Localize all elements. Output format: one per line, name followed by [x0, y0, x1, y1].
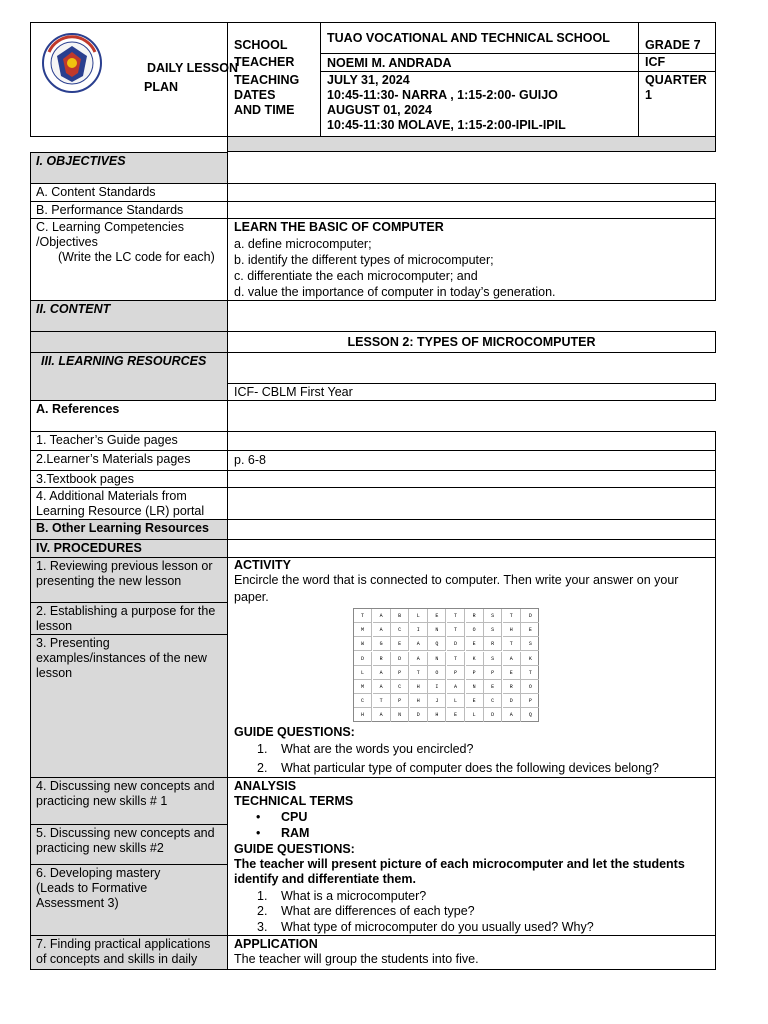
procedure-4-line-1: 4. Discussing new concepts and	[36, 779, 215, 793]
puzzle-letter: R	[373, 652, 391, 666]
puzzle-letter: S	[484, 609, 502, 623]
guide-questions-title: GUIDE QUESTIONS:	[234, 725, 355, 739]
teacher-present-1: The teacher will present picture of each microcomputer and let the students	[234, 857, 685, 871]
additional-materials-value	[227, 487, 716, 520]
teacher-label: TEACHER	[234, 55, 295, 69]
puzzle-letter: W	[354, 637, 372, 651]
puzzle-letter: T	[447, 652, 465, 666]
lc-a: a. define microcomputer;	[234, 237, 372, 251]
puzzle-letter: L	[354, 666, 372, 680]
puzzle-letter: O	[466, 623, 484, 637]
puzzle-letter: N	[466, 680, 484, 694]
header-divider	[320, 22, 321, 137]
puzzle-letter: T	[503, 609, 521, 623]
procedure-1-label	[30, 557, 228, 603]
puzzle-letter: A	[410, 652, 428, 666]
header-divider	[320, 53, 716, 54]
dates-line-1: JULY 31, 2024	[327, 73, 410, 87]
word-search-puzzle	[353, 608, 539, 722]
puzzle-letter: T	[373, 694, 391, 708]
deped-seal-logo	[39, 32, 105, 94]
competencies-line-2: /Objectives	[36, 235, 98, 249]
references-label: A. References	[30, 400, 228, 432]
puzzle-letter: D	[503, 694, 521, 708]
puzzle-letter: D	[484, 708, 502, 722]
objectives-heading: I. OBJECTIVES	[30, 152, 228, 184]
header-divider	[638, 22, 639, 137]
procedure-6-line-3: Assessment 3)	[36, 896, 119, 910]
school-value: TUAO VOCATIONAL AND TECHNICAL SCHOOL	[327, 31, 610, 45]
performance-standards-label: B. Performance Standards	[30, 201, 228, 219]
puzzle-letter: A	[410, 637, 428, 651]
puzzle-letter: C	[354, 694, 372, 708]
puzzle-letter: L	[466, 708, 484, 722]
puzzle-letter: P	[521, 694, 539, 708]
application-title: APPLICATION	[234, 937, 318, 951]
puzzle-letter: N	[428, 623, 446, 637]
puzzle-letter: H	[410, 680, 428, 694]
guide-question-1: What are the words you encircled?	[281, 742, 474, 756]
puzzle-letter: A	[503, 652, 521, 666]
grade-value: GRADE 7	[645, 38, 701, 52]
dates-label-2: DATES	[234, 88, 276, 102]
puzzle-letter: G	[373, 637, 391, 651]
additional-materials-label	[30, 487, 228, 520]
procedure-5-label	[30, 824, 228, 865]
quarter-value	[645, 73, 707, 103]
other-resources-value	[227, 519, 716, 540]
procedures-heading: IV. PROCEDURES	[30, 539, 228, 558]
subject-value: ICF	[645, 55, 666, 69]
analysis-question-3-number: 3.	[257, 920, 268, 934]
additional-line-1: 4. Additional Materials from	[36, 489, 187, 503]
puzzle-letter: P	[391, 666, 409, 680]
procedure-6-line-1: 6. Developing mastery	[36, 866, 161, 880]
puzzle-letter: O	[428, 666, 446, 680]
dates-line-4: 10:45-11:30 MOLAVE, 1:15-2:00-IPIL-IPIL	[327, 118, 566, 132]
term-2-bullet: •	[256, 826, 261, 840]
resources-heading: III. LEARNING RESOURCES	[30, 352, 228, 401]
procedure-5-line-2: practicing new skills #2	[36, 841, 164, 855]
puzzle-letter: R	[484, 637, 502, 651]
competencies-value	[227, 218, 716, 301]
puzzle-letter: C	[391, 680, 409, 694]
puzzle-letter: S	[521, 637, 539, 651]
doc-title-line1: DAILY LESSON	[147, 61, 238, 75]
school-label: SCHOOL	[234, 38, 288, 52]
puzzle-letter: J	[428, 694, 446, 708]
puzzle-letter: E	[503, 666, 521, 680]
puzzle-letter: P	[447, 666, 465, 680]
puzzle-letter: T	[521, 666, 539, 680]
puzzle-letter: T	[354, 609, 372, 623]
puzzle-letter: D	[354, 652, 372, 666]
puzzle-letter: T	[503, 637, 521, 651]
procedure-2-line-1: 2. Establishing a purpose for the	[36, 604, 216, 618]
puzzle-letter: H	[410, 694, 428, 708]
puzzle-letter: T	[447, 623, 465, 637]
guide-question-2: What particular type of computer does the following devices belong?	[281, 761, 659, 775]
header-gray-bar	[227, 136, 716, 152]
content-gray-cell	[30, 331, 228, 353]
puzzle-letter: Q	[428, 637, 446, 651]
procedure-5-line-1: 5. Discussing new concepts and	[36, 826, 215, 840]
puzzle-letter: S	[484, 652, 502, 666]
procedure-4-label	[30, 777, 228, 825]
puzzle-letter: E	[447, 708, 465, 722]
competencies-line-3: (Write the LC code for each)	[58, 250, 215, 264]
puzzle-letter: B	[391, 609, 409, 623]
puzzle-letter: I	[410, 623, 428, 637]
procedure-6-line-2: (Leads to Formative	[36, 881, 148, 895]
puzzle-letter: T	[410, 666, 428, 680]
analysis-question-2-number: 2.	[257, 904, 268, 918]
activity-text-2: paper.	[234, 590, 269, 604]
dates-label-3: AND TIME	[234, 103, 295, 117]
tg-pages-label: 1. Teacher’s Guide pages	[30, 431, 228, 451]
puzzle-letter: S	[484, 623, 502, 637]
puzzle-letter: A	[373, 609, 391, 623]
puzzle-letter: C	[484, 694, 502, 708]
content-standards-label: A. Content Standards	[30, 183, 228, 202]
lc-title: LEARN THE BASIC OF COMPUTER	[234, 220, 444, 234]
procedure-3-line-1: 3. Presenting	[36, 636, 110, 650]
term-1: CPU	[281, 810, 308, 824]
puzzle-letter: O	[521, 680, 539, 694]
puzzle-letter: D	[391, 652, 409, 666]
analysis-question-2: What are differences of each type?	[281, 904, 475, 918]
lm-pages-label: 2.Learner’s Materials pages	[30, 450, 228, 471]
analysis-question-1: What is a microcomputer?	[281, 889, 427, 903]
quarter-line-1: QUARTER	[645, 73, 707, 87]
puzzle-letter: A	[373, 623, 391, 637]
puzzle-letter: A	[373, 680, 391, 694]
lc-d: d. value the importance of computer in today’s generation.	[234, 285, 556, 299]
procedure-7-line-1: 7. Finding practical applications	[36, 937, 211, 951]
resources-value: ICF- CBLM First Year	[227, 383, 716, 401]
puzzle-letter: D	[447, 637, 465, 651]
other-resources-label: B. Other Learning Resources	[30, 519, 228, 540]
puzzle-letter: P	[484, 666, 502, 680]
procedure-3-label	[30, 634, 228, 778]
header-divider	[227, 22, 228, 137]
puzzle-letter: M	[354, 680, 372, 694]
puzzle-letter: N	[428, 652, 446, 666]
textbook-pages-label: 3.Textbook pages	[30, 470, 228, 488]
puzzle-letter: R	[466, 609, 484, 623]
procedure-4-line-2: practicing new skills # 1	[36, 794, 168, 808]
dates-line-3: AUGUST 01, 2024	[327, 103, 432, 117]
puzzle-letter: C	[391, 623, 409, 637]
dates-line-2: 10:45-11:30- NARRA , 1:15-2:00- GUIJO	[327, 88, 558, 102]
procedure-6-label	[30, 864, 228, 936]
performance-standards-value	[227, 201, 716, 219]
tg-pages-value	[227, 431, 716, 451]
content-heading: II. CONTENT	[30, 300, 228, 332]
puzzle-letter: P	[391, 694, 409, 708]
puzzle-letter: L	[447, 694, 465, 708]
puzzle-letter: N	[391, 708, 409, 722]
dates-label	[234, 73, 299, 118]
puzzle-letter: P	[466, 666, 484, 680]
puzzle-letter: R	[503, 680, 521, 694]
technical-terms-title: TECHNICAL TERMS	[234, 794, 354, 808]
textbook-pages-value	[227, 470, 716, 488]
teacher-value: NOEMI M. ANDRADA	[327, 56, 452, 70]
puzzle-letter: A	[373, 666, 391, 680]
analysis-question-1-number: 1.	[257, 889, 268, 903]
header-divider	[320, 71, 716, 72]
puzzle-letter: D	[410, 708, 428, 722]
content-standards-value	[227, 183, 716, 202]
procedure-2-label	[30, 602, 228, 635]
competencies-label	[30, 218, 228, 301]
puzzle-letter: M	[354, 623, 372, 637]
procedures-value	[227, 539, 716, 558]
additional-line-2: Learning Resource (LR) portal	[36, 504, 205, 518]
quarter-line-2: 1	[645, 88, 652, 102]
procedure-3-line-2: examples/instances of the new	[36, 651, 207, 665]
puzzle-letter: E	[428, 609, 446, 623]
puzzle-letter: Q	[528, 712, 532, 719]
puzzle-letter: D	[521, 609, 539, 623]
dates-label-1: TEACHING	[234, 73, 300, 87]
procedure-3-line-3: lesson	[36, 666, 73, 680]
competencies-line-1: C. Learning Competencies	[36, 220, 184, 234]
procedure-7-line-2: of concepts and skills in daily	[36, 952, 198, 966]
dates-value	[327, 73, 566, 133]
term-1-bullet: •	[256, 810, 261, 824]
analysis-title: ANALYSIS	[234, 779, 297, 793]
guide-questions-2-title: GUIDE QUESTIONS:	[234, 842, 355, 856]
procedure-2-line-2: lesson	[36, 619, 73, 633]
puzzle-letter: K	[466, 652, 484, 666]
lc-c: c. differentiate the each microcomputer; and	[234, 269, 478, 283]
puzzle-letter: E	[391, 637, 409, 651]
lm-pages-value: p. 6-8	[227, 450, 716, 471]
puzzle-letter: H	[503, 623, 521, 637]
procedure-1-line-2: presenting the new lesson	[36, 574, 182, 588]
procedure-1-line-1: 1. Reviewing previous lesson or	[36, 559, 213, 573]
puzzle-letter: H	[428, 708, 446, 722]
puzzle-letter: E	[466, 637, 484, 651]
analysis-question-3: What type of microcomputer do you usually used? Why?	[281, 920, 594, 934]
puzzle-letter: A	[503, 708, 521, 722]
guide-question-2-number: 2.	[257, 761, 268, 775]
activity-title: ACTIVITY	[234, 558, 291, 572]
teacher-present-2: identify and differentiate them.	[234, 872, 416, 886]
doc-title-line2: PLAN	[144, 80, 179, 94]
puzzle-letter: A	[373, 708, 391, 722]
activity-text-1: Encircle the word that is connected to computer. Then write your answer on your	[234, 573, 679, 587]
puzzle-letter: H	[354, 708, 372, 722]
application-text: The teacher will group the students into five.	[234, 952, 479, 966]
puzzle-letter: T	[447, 609, 465, 623]
puzzle-letter: K	[521, 652, 539, 666]
puzzle-letter: E	[521, 623, 539, 637]
term-2: RAM	[281, 826, 310, 840]
guide-question-1-number: 1.	[257, 742, 268, 756]
procedure-7-label	[30, 935, 228, 970]
puzzle-letter: A	[447, 680, 465, 694]
puzzle-letter: L	[410, 609, 428, 623]
lesson-title: LESSON 2: TYPES OF MICROCOMPUTER	[227, 331, 716, 353]
puzzle-letter: E	[484, 680, 502, 694]
puzzle-letter: E	[466, 694, 484, 708]
puzzle-letter: I	[428, 680, 446, 694]
lc-b: b. identify the different types of microcomputer;	[234, 253, 494, 267]
